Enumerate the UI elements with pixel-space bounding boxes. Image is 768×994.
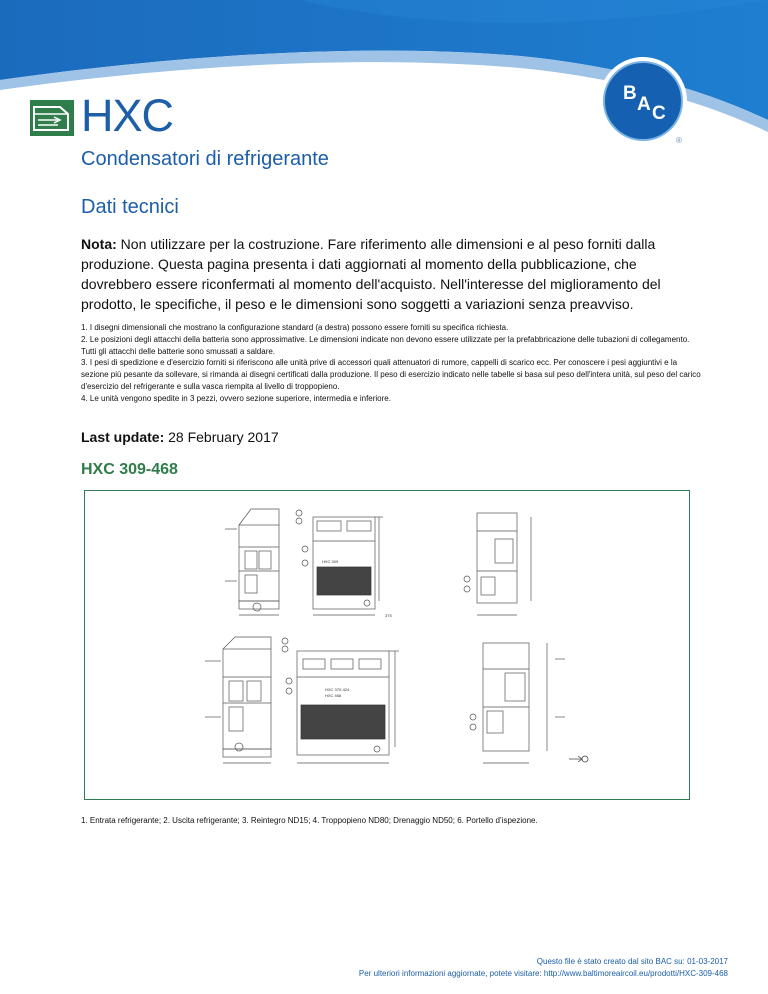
last-update-value: 28 February 2017 [168,429,279,445]
registered-mark: ® [676,136,682,145]
front-view-top [296,510,383,615]
front-view-bottom [282,638,399,763]
condenser-product-icon [30,100,74,136]
technical-drawing [84,490,690,800]
disclaimer-note [81,234,701,314]
logo-letter-a: A [637,94,651,115]
product-subtitle: Condensatori di refrigerante [81,148,329,170]
footnote-item: 4. Le unità vengono spedite in 3 pezzi, ovvero sezione superiore, intermedia e inferiore. [81,393,391,403]
side-view-bottom-left [205,637,271,763]
side-view-bottom-right [470,643,565,763]
footer-link-line[interactable]: Per ulteriori informazioni aggiornate, potete visitare: http://www.baltimoreaircoil.eu/prodotti/HXC-309-468 [358,969,728,978]
footnote-item: 1. I disegni dimensionali che mostrano la configurazione standard (a destra) possono essere forniti su specifica richiesta. [81,323,509,332]
drawing-legend: 1. Entrata refrigerante; 2. Uscita refrigerante; 3. Reintegro ND15; 4. Troppopieno ND80; Drenaggio ND50; 6. Portello d’ispezione. [81,816,538,825]
footnote-item: 3. I pesi di spedizione e d'esercizio forniti si riferiscono alle unità prive di accessori quali attenuatori di rumore, cappelli di scarico ecc. Per conoscere i pesi aggiuntivi e la sezione più pesante da sollevare, si rimanda ai disegni certificati dalla produzione. Il peso di esercizio indicato nelle tabelle si basa sul peso dell'intera unità, sul peso del carico d'esercizio del refrigerante e sulla vasca riempita al livello di troppopieno. [81,358,701,391]
note-label: Nota: [81,236,117,252]
drawing-dimension-label: 375 [385,613,392,618]
drawing-label-bottom-1: HXC 370-424 [325,687,350,692]
footnote-item: 2. Le posizioni degli attacchi della batteria sono approssimative. Le dimensioni indicate non devono essere utilizzate per la prefabbricazione delle tubazioni di collegamento. Tutti gli attacchi delle batterie sono smussati a saldare. [81,334,690,356]
footer-created-line: Questo file è stato creato dal sito BAC su: 01-03-2017 [536,957,728,966]
footnotes [81,322,701,405]
drawing-label-top: HXC 309 [322,559,339,564]
drawing-label-bottom-2: HXC 468 [325,693,342,698]
side-view-top-right [464,513,531,615]
drawing-canvas [85,491,689,799]
side-view-top-left [225,509,279,615]
product-title: HXC [81,90,174,141]
logo-letter-b: B [623,83,637,104]
logo-letter-c: C [652,103,666,124]
bac-logo [597,55,689,147]
note-text: Non utilizzare per la costruzione. Fare riferimento alle dimensioni e al peso forniti dalla produzione. Questa pagina presenta i dati aggiornati al momento della pubblicazione, che dovrebbero essere riconfermati al momento dell'acquisto. Nell'interesse del miglioramento del prodotto, le specifiche, il peso e le dimensioni sono soggetti a variazioni senza preavviso. [81,236,661,312]
page-footer [359,956,728,980]
section-title: Dati tecnici [81,196,179,218]
last-update-label: Last update: [81,429,165,445]
last-update [81,429,279,445]
airflow-arrow-icon [569,756,588,762]
model-title: HXC 309-468 [81,461,178,478]
